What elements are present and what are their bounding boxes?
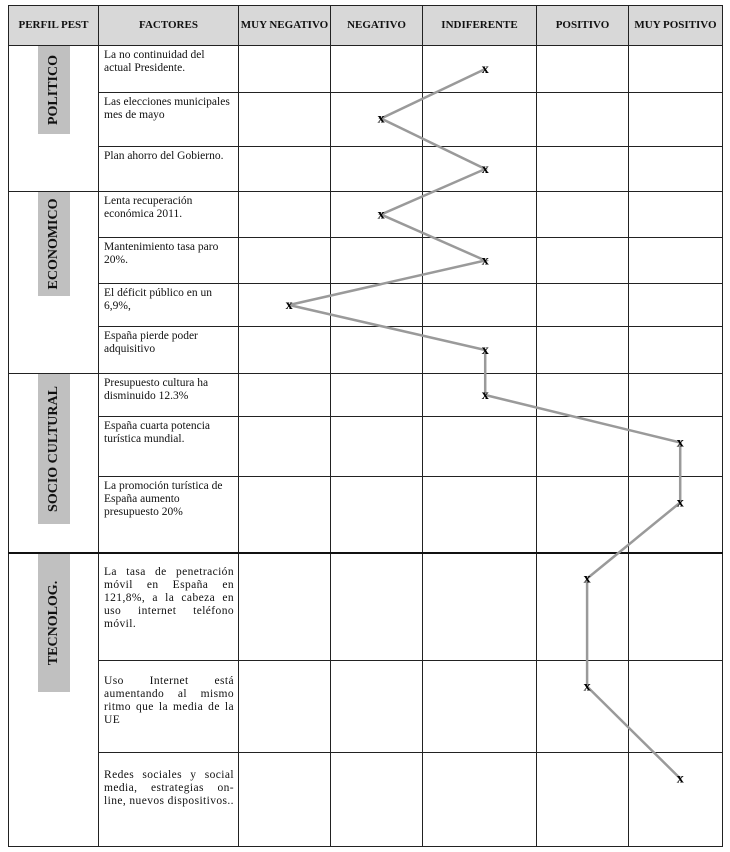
header-muy-positivo: MUY POSITIVO bbox=[629, 6, 723, 46]
rating-cell bbox=[331, 661, 423, 753]
factor-text: España pierde poder adquisitivo bbox=[104, 330, 198, 355]
factor-cell bbox=[99, 93, 239, 147]
rating-cell bbox=[239, 284, 331, 327]
factor-row bbox=[9, 46, 723, 93]
rating-cell bbox=[537, 477, 629, 553]
factor-row bbox=[9, 327, 723, 374]
pest-profile-table bbox=[8, 5, 723, 847]
factor-cell bbox=[99, 374, 239, 417]
rating-cell bbox=[629, 661, 723, 753]
rating-cell bbox=[423, 417, 537, 477]
rating-cell bbox=[537, 46, 629, 93]
factor-cell bbox=[99, 46, 239, 93]
rating-cell bbox=[239, 238, 331, 284]
rating-cell bbox=[239, 327, 331, 374]
rating-cell bbox=[423, 661, 537, 753]
factor-cell bbox=[99, 417, 239, 477]
rating-cell bbox=[239, 477, 331, 553]
factor-text: Presupuesto cultura ha disminuido 12.3% bbox=[104, 377, 209, 402]
rating-cell bbox=[629, 753, 723, 847]
category-label-badge bbox=[38, 192, 70, 296]
header-negativo: NEGATIVO bbox=[331, 6, 423, 46]
rating-cell bbox=[537, 147, 629, 192]
rating-cell bbox=[537, 284, 629, 327]
header-positivo: POSITIVO bbox=[537, 6, 629, 46]
factor-cell bbox=[99, 753, 239, 847]
factor-text: El déficit público en un 6,9%, bbox=[104, 287, 212, 312]
rating-cell bbox=[331, 553, 423, 661]
factor-row bbox=[9, 192, 723, 238]
rating-cell bbox=[331, 477, 423, 553]
rating-cell bbox=[331, 238, 423, 284]
factor-text: Las elecciones municipales mes de mayo bbox=[104, 96, 230, 121]
rating-cell bbox=[239, 753, 331, 847]
rating-cell bbox=[239, 147, 331, 192]
factor-text: La tasa de penetración móvil en España en 121,8%, a la cabeza en uso internet teléfono móvil. bbox=[104, 565, 234, 630]
factor-row bbox=[9, 147, 723, 192]
rating-mark: x bbox=[285, 298, 293, 313]
rating-cell bbox=[629, 417, 723, 477]
category-label-badge bbox=[38, 374, 70, 524]
rating-cell bbox=[629, 46, 723, 93]
rating-cell bbox=[537, 238, 629, 284]
category-label: POLITICO bbox=[45, 54, 61, 126]
rating-cell bbox=[537, 753, 629, 847]
category-label: ECONOMICO bbox=[45, 198, 61, 290]
rating-cell bbox=[629, 327, 723, 374]
factor-cell bbox=[99, 661, 239, 753]
rating-cell bbox=[423, 93, 537, 147]
factor-row bbox=[9, 477, 723, 553]
rating-cell bbox=[423, 753, 537, 847]
rating-cell bbox=[239, 374, 331, 417]
rating-mark: x bbox=[481, 162, 489, 177]
rating-mark: x bbox=[676, 771, 684, 787]
rating-cell bbox=[331, 417, 423, 477]
rating-cell bbox=[423, 477, 537, 553]
factor-row bbox=[9, 93, 723, 147]
factor-cell bbox=[99, 327, 239, 374]
rating-cell bbox=[629, 192, 723, 238]
rating-cell bbox=[537, 661, 629, 753]
rating-cell bbox=[629, 93, 723, 147]
rating-cell bbox=[537, 93, 629, 147]
rating-cell bbox=[629, 374, 723, 417]
rating-mark: x bbox=[583, 571, 591, 587]
factor-row bbox=[9, 417, 723, 477]
category-tecnolog bbox=[9, 553, 99, 847]
rating-mark: x bbox=[481, 388, 489, 403]
factor-row bbox=[9, 238, 723, 284]
factor-text: España cuarta potencia turística mundial. bbox=[104, 420, 210, 445]
header-factores: FACTORES bbox=[99, 6, 239, 46]
category-label-badge bbox=[38, 554, 70, 692]
rating-cell bbox=[629, 238, 723, 284]
rating-cell bbox=[537, 417, 629, 477]
rating-mark: x bbox=[377, 111, 385, 127]
category-label: SOCIO CULTURAL bbox=[45, 386, 61, 512]
rating-mark: x bbox=[481, 62, 489, 77]
rating-cell bbox=[423, 46, 537, 93]
factor-text: Redes sociales y social media, estrategias on-line, nuevos dispositivos.. bbox=[104, 769, 234, 807]
rating-cell bbox=[423, 374, 537, 417]
factor-row bbox=[9, 284, 723, 327]
factor-cell bbox=[99, 553, 239, 661]
rating-cell bbox=[629, 284, 723, 327]
factor-text: La no continuidad del actual Presidente. bbox=[104, 49, 205, 74]
factor-cell bbox=[99, 147, 239, 192]
factor-text: Uso Internet está aumentando al mismo ritmo que la media de la UE bbox=[104, 675, 234, 726]
rating-mark: x bbox=[583, 679, 591, 695]
rating-cell bbox=[423, 192, 537, 238]
rating-cell bbox=[629, 553, 723, 661]
header-muy-negativo: MUY NEGATIVO bbox=[239, 6, 331, 46]
rating-cell bbox=[239, 661, 331, 753]
rating-mark: x bbox=[481, 253, 489, 269]
rating-cell bbox=[629, 477, 723, 553]
factor-row bbox=[9, 661, 723, 753]
factor-text: Mantenimiento tasa paro 20%. bbox=[104, 241, 219, 266]
header-indiferente: INDIFERENTE bbox=[423, 6, 537, 46]
factor-cell bbox=[99, 192, 239, 238]
factor-row bbox=[9, 553, 723, 661]
rating-cell bbox=[239, 192, 331, 238]
rating-cell bbox=[239, 553, 331, 661]
rating-cell bbox=[331, 753, 423, 847]
rating-cell bbox=[331, 284, 423, 327]
category-economico bbox=[9, 192, 99, 374]
header-perfil-pest: PERFIL PEST bbox=[9, 6, 99, 46]
category-politico bbox=[9, 46, 99, 192]
rating-mark: x bbox=[676, 435, 684, 451]
rating-cell bbox=[629, 147, 723, 192]
category-label: TECNOLOG. bbox=[45, 580, 61, 665]
factor-cell bbox=[99, 238, 239, 284]
rating-cell bbox=[331, 192, 423, 238]
rating-cell bbox=[423, 238, 537, 284]
factor-text: La promoción turística de España aumento presupuesto 20% bbox=[104, 480, 223, 518]
rating-cell bbox=[239, 46, 331, 93]
factor-text: Lenta recuperación económica 2011. bbox=[104, 195, 193, 220]
category-socio-cultural bbox=[9, 374, 99, 553]
rating-cell bbox=[537, 553, 629, 661]
rating-cell bbox=[423, 284, 537, 327]
rating-cell bbox=[537, 327, 629, 374]
factor-row bbox=[9, 374, 723, 417]
rating-cell bbox=[331, 147, 423, 192]
factor-row bbox=[9, 753, 723, 847]
rating-cell bbox=[239, 417, 331, 477]
rating-mark: x bbox=[481, 343, 489, 358]
category-label-badge bbox=[38, 46, 70, 134]
rating-mark: x bbox=[676, 495, 684, 511]
rating-cell bbox=[537, 192, 629, 238]
rating-cell bbox=[331, 327, 423, 374]
factor-cell bbox=[99, 284, 239, 327]
rating-cell bbox=[423, 553, 537, 661]
rating-mark: x bbox=[377, 207, 385, 223]
rating-cell bbox=[423, 327, 537, 374]
rating-cell bbox=[331, 46, 423, 93]
rating-cell bbox=[537, 374, 629, 417]
rating-cell bbox=[423, 147, 537, 192]
factor-text: Plan ahorro del Gobierno. bbox=[104, 150, 224, 162]
factor-cell bbox=[99, 477, 239, 553]
rating-cell bbox=[331, 93, 423, 147]
rating-cell bbox=[239, 93, 331, 147]
header-row bbox=[9, 6, 723, 46]
rating-cell bbox=[331, 374, 423, 417]
